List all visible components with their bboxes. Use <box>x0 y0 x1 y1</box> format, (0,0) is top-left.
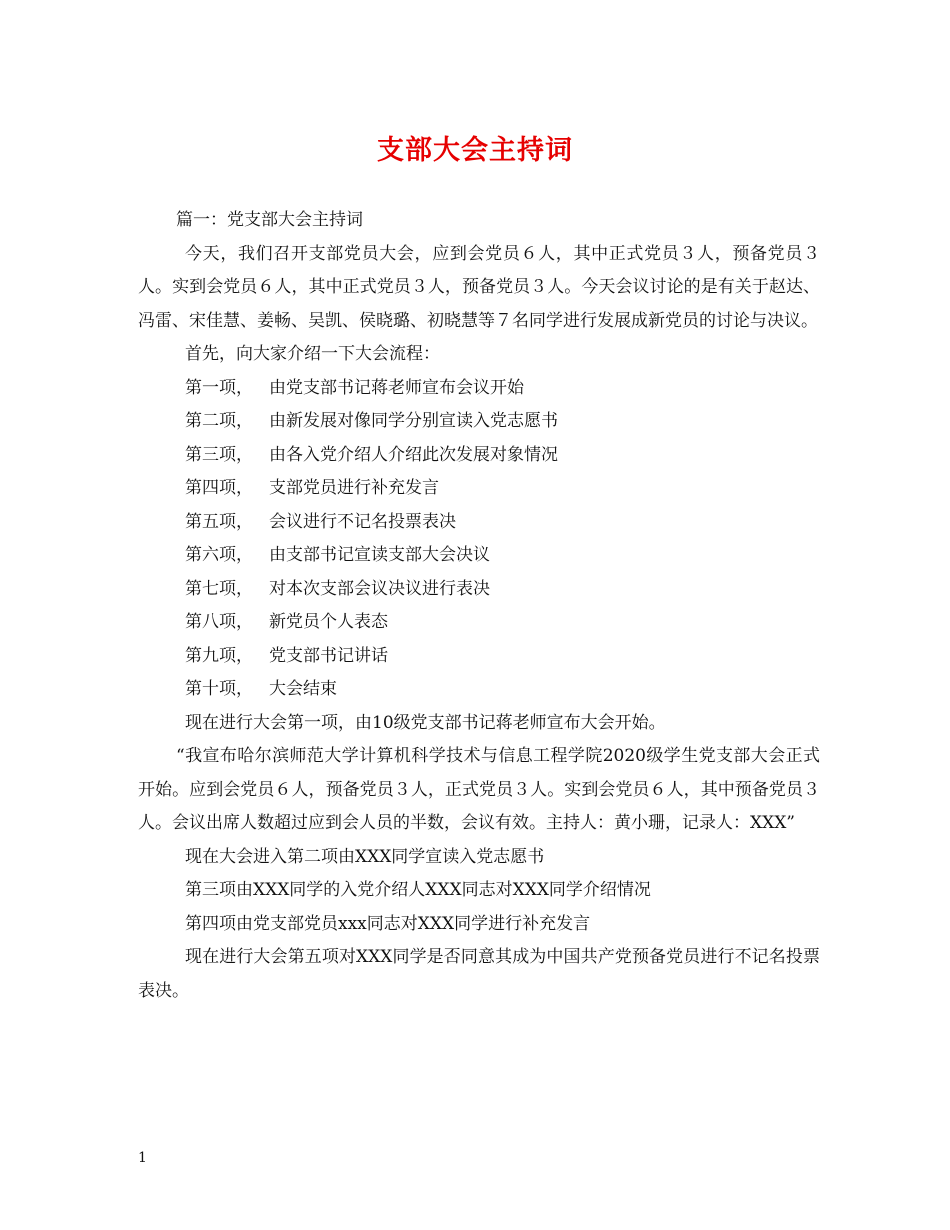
agenda-item-text: 对本次支部会议决议进行表决 <box>269 578 490 599</box>
paragraph-quote: “我宣布哈尔滨师范大学计算机科学技术与信息工程学院2020级学生党支部大会正式开始。应到会党员６人，预备党员３人，正式党员３人。实到会党员６人，其中预备党员３人。会议出席人数超过应到会人员的半数，会议有效。主持人：黄小珊，记录人：XXX” <box>138 746 820 833</box>
agenda-item-text: 由党支部书记蒋老师宣布会议开始 <box>269 377 524 398</box>
agenda-item-text: 由支部书记宣读支部大会决议 <box>269 545 490 565</box>
agenda-item-number: 第七项， <box>185 578 253 599</box>
agenda-item-text: 由各入党介绍人介绍此次发展对象情况 <box>269 444 558 465</box>
paragraph-fifth-item: 现在进行大会第五项对XXX同学是否同意其成为中国共产党预备党员进行不记名投票表决。 <box>138 947 820 1001</box>
agenda-item-number: 第九项， <box>185 645 253 666</box>
intro-paragraph: 今天，我们召开支部党员大会，应到会党员６人，其中正式党员３人，预备党员３人。实到会党员６人，其中正式党员３人，预备党员３人。今天会议讨论的是有关于赵达、冯雷、宋佳慧、姜畅、吴凯、侯晓璐、初晓慧等７名同学进行发展成新党员的讨论与决议。 <box>138 243 820 331</box>
agenda-item-number: 第一项， <box>185 377 253 398</box>
page-number: 1 <box>138 1150 147 1166</box>
document-title: 支部大会主持词 <box>377 135 573 166</box>
agenda-item-text: 会议进行不记名投票表决 <box>269 511 456 532</box>
agenda-item-number: 第五项， <box>185 511 253 532</box>
agenda-item-text: 支部党员进行补充发言 <box>269 478 439 498</box>
paragraph-third-item: 第三项由XXX同学的入党介绍人XXX同志对XXX同学介绍情况 <box>185 880 651 900</box>
document-body <box>138 204 820 1008</box>
paragraph-second-item: 现在大会进入第二项由XXX同学宣读入党志愿书 <box>185 846 545 867</box>
agenda-item <box>138 506 820 540</box>
agenda-item <box>138 472 820 506</box>
agenda-item-number: 第二项， <box>185 411 253 431</box>
agenda-item-text: 由新发展对像同学分别宣读入党志愿书 <box>269 411 558 431</box>
agenda-item-text: 党支部书记讲话 <box>269 645 388 666</box>
agenda-item-number: 第八项， <box>185 612 253 632</box>
agenda-item <box>138 606 820 640</box>
agenda-item-number: 第六项， <box>185 545 253 565</box>
paragraph-fourth-item: 第四项由党支部党员xxx同志对XXX同学进行补充发言 <box>185 913 591 934</box>
agenda-item-number: 第四项， <box>185 478 253 498</box>
agenda-item <box>138 640 820 674</box>
section-heading: 篇一：党支部大会主持词 <box>176 210 363 230</box>
agenda-item <box>138 372 820 406</box>
agenda-item <box>138 539 820 573</box>
agenda-item <box>138 439 820 473</box>
agenda-item-text: 大会结束 <box>269 679 337 699</box>
agenda-item-text: 新党员个人表态 <box>269 612 388 632</box>
agenda-item-number: 第十项， <box>185 679 253 699</box>
agenda-item <box>138 405 820 439</box>
flow-intro-paragraph: 首先，向大家介绍一下大会流程： <box>185 344 440 364</box>
agenda-item-number: 第三项， <box>185 444 253 465</box>
paragraph-first-item: 现在进行大会第一项，由10级党支部书记蒋老师宣布大会开始。 <box>185 712 666 733</box>
agenda-item <box>138 673 820 707</box>
agenda-list <box>138 372 820 707</box>
agenda-item <box>138 573 820 607</box>
